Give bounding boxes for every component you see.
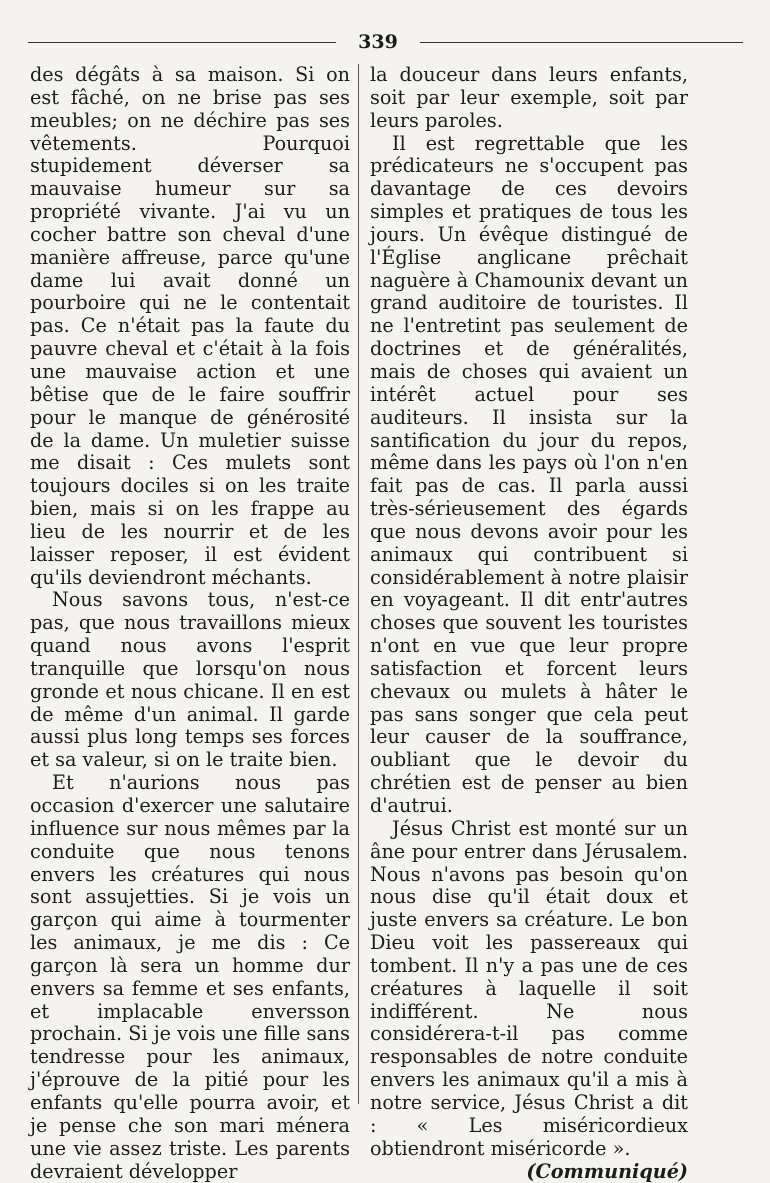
paragraph: Et n'aurions nous pas occasion d'exercer une salutaire influence sur nous mêmes par la conduite que nous tenons envers les créatures qui nous sont assujetties. Si je vois un garçon qui aime à tourmenter les animaux, je me dis : Ce garçon là sera un homme dur envers sa femme et ses enfants, et implacable enversson prochain. Si je vois une fille sans tendresse pour les animaux, j'éprouve de la pitié pour les enfants qu'elle pourra avoir, et je pense che son mari ménera une vie assez triste. Les parents devraient développer (30, 772, 350, 1183)
header-rule-left (28, 42, 336, 43)
paragraph-text: Jésus Christ est monté sur un âne pour entrer dans Jérusalem. Nous n'avons pas besoin qu'on nous dise qu'il était doux et juste envers sa créature. Le bon Dieu voit les passereaux qui tombent. Il n'y a pas une de ces créatures à laquelle il soit indifférent. Ne nous considérera-t-il pas comme responsables de notre conduite envers les animaux qu'il a mis à notre service, Jésus Christ a dit : « Les miséricordieux obtiendront miséricorde ». (370, 817, 688, 1160)
page-number: 339 (336, 30, 420, 54)
paragraph: la douceur dans leurs enfants, soit par leur exemple, soit par leurs paroles. (370, 64, 688, 133)
paragraph: des dégâts à sa maison. Si on est fâché, on ne brise pas ses meubles; on ne déchire pas ses vêtements. Pourquoi stupidement déverser sa mauvaise humeur sur sa propriété vivante. J'ai vu un cocher battre son cheval d'une manière affreuse, parce qu'une dame lui avait donné un pourboire qui ne le contentait pas. Ce n'était pas la faute du pauvre cheval et c'était à la fois une mauvaise action et une bêtise que de le faire souffrir pour le manque de générosité de la dame. Un muletier suisse me disait : Ces mulets sont toujours dociles si on les traite bien, mais si on les frappe au lieu de les nourrir et de les laisser reposer, il est évident qu'ils deviendront méchants. (30, 64, 350, 589)
right-column (370, 64, 688, 1183)
paragraph: Il est regrettable que les prédicateurs ne s'occupent pas davantage de ces devoirs simples et pratiques de tous les jours. Un évêque distingué de l'Église anglicane prêchait naguère à Chamounix devant un grand auditoire de touristes. Il ne l'entretint pas seulement de doctrines et de généralités, mais de choses qui avaient un intérêt actuel pour ses auditeurs. Il insista sur la santification du jour du repos, même dans les pays où l'on n'en fait pas de cas. Il parla aussi très-sérieusement des égards que nous devons avoir pour les animaux qui contribuent si considérablement à notre plaisir en voyageant. Il dit entr'autres choses que souvent les touristes n'ont en vue que leur propre satisfaction et forcent leurs chevaux ou mulets à hâter le pas sans songer que cela peut leur causer de la souffrance, oubliant que le devoir du chrétien est de penser au bien d'autrui. (370, 133, 688, 818)
paragraph: Nous savons tous, n'est-ce pas, que nous travaillons mieux quand nous avons l'esprit tranquille que lorsqu'on nous gronde et nous chicane. Il en est de même d'un animal. Il garde aussi plus long temps ses forces et sa valeur, si on le traite bien. (30, 589, 350, 772)
page-header (28, 30, 743, 54)
column-divider (358, 64, 359, 1104)
signature: (Communiqué) (504, 1161, 688, 1183)
paragraph-last (370, 818, 688, 1161)
header-rule-right (420, 42, 743, 43)
left-column (30, 64, 350, 1183)
